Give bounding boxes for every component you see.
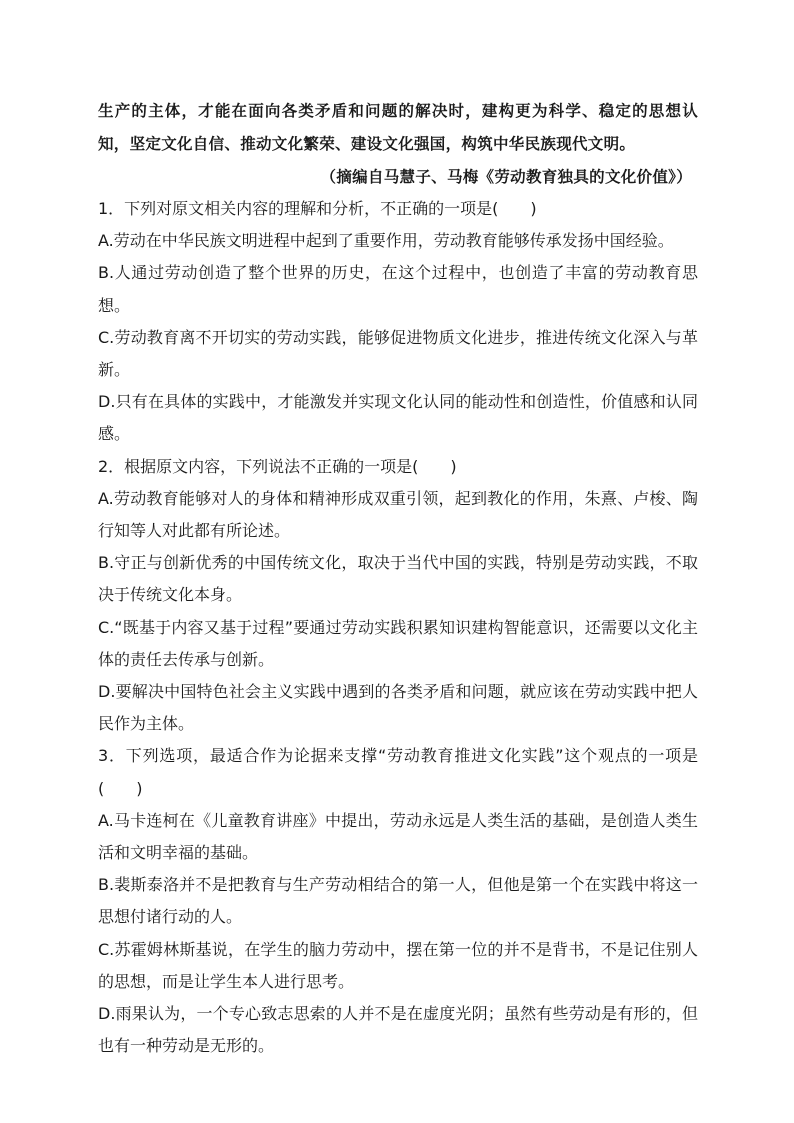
option-c: C.苏霍姆林斯基说，在学生的脑力劳动中，摆在第一位的并不是背书，不是记住别人的思想，而是让学生本人进行思考。 (98, 939, 698, 991)
question-stem: 3．下列选项，最适合作为论据来支撑“劳动教育推进文化实践”这个观点的一项是( ) (98, 746, 698, 798)
option-d: D.要解决中国特色社会主义实践中遇到的各类矛盾和问题，就应该在劳动实践中把人民作为主体。 (98, 682, 698, 734)
option-a: A.劳动在中华民族文明进程中起到了重要作用，劳动教育能够传承发扬中国经验。 (98, 231, 674, 251)
question-stem: 1．下列对原文相关内容的理解和分析，不正确的一项是( ) (98, 199, 537, 218)
option-d: D.雨果认为，一个专心致志思索的人并不是在虚度光阴；虽然有些劳动是有形的，但也有一种劳动是无形的。 (98, 1004, 698, 1056)
option-d: D.只有在具体的实践中，才能激发并实现文化认同的能动性和创造性，价值感和认同感。 (98, 392, 698, 444)
question-list (98, 193, 698, 1062)
option-c: C.“既基于内容又基于过程”要通过劳动实践积累知识建构智能意识，还需要以文化主体的责任去传承与创新。 (98, 617, 698, 669)
option-a: A.劳动教育能够对人的身体和精神形成双重引领，起到教化的作用，朱熹、卢梭、陶行知等人对此都有所论述。 (98, 488, 698, 541)
option-b: B.裴斯泰洛并不是把教育与生产劳动相结合的第一人，但他是第一个在实践中将这一思想付诸行动的人。 (98, 875, 698, 927)
document-page (98, 94, 698, 1062)
question-1 (98, 193, 698, 451)
option-b: B.人通过劳动创造了整个世界的历史，在这个过程中，也创造了丰富的劳动教育思想。 (98, 263, 698, 315)
passage-tail-paragraph: 生产的主体，才能在面向各类矛盾和问题的解决时，建构更为科学、稳定的思想认知，坚定文化自信、推动文化繁荣、建设文化强国，构筑中华民族现代文明。 (98, 101, 698, 153)
option-b: B.守正与创新优秀的中国传统文化，取决于当代中国的实践，特别是劳动实践，不取决于传统文化本身。 (98, 553, 698, 605)
option-a: A.马卡连柯在《儿童教育讲座》中提出，劳动永远是人类生活的基础，是创造人类生活和文明幸福的基础。 (98, 810, 698, 863)
option-c: C.劳动教育离不开切实的劳动实践，能够促进物质文化进步，推进传统文化深入与革新。 (98, 327, 698, 380)
question-stem: 2．根据原文内容，下列说法不正确的一项是( ) (98, 456, 457, 476)
passage-source-citation: （摘编自马慧子、马梅《劳动教育独具的文化价值》） (320, 167, 692, 186)
question-2 (98, 451, 698, 741)
passage-excerpt (98, 94, 698, 193)
question-3 (98, 740, 698, 1062)
